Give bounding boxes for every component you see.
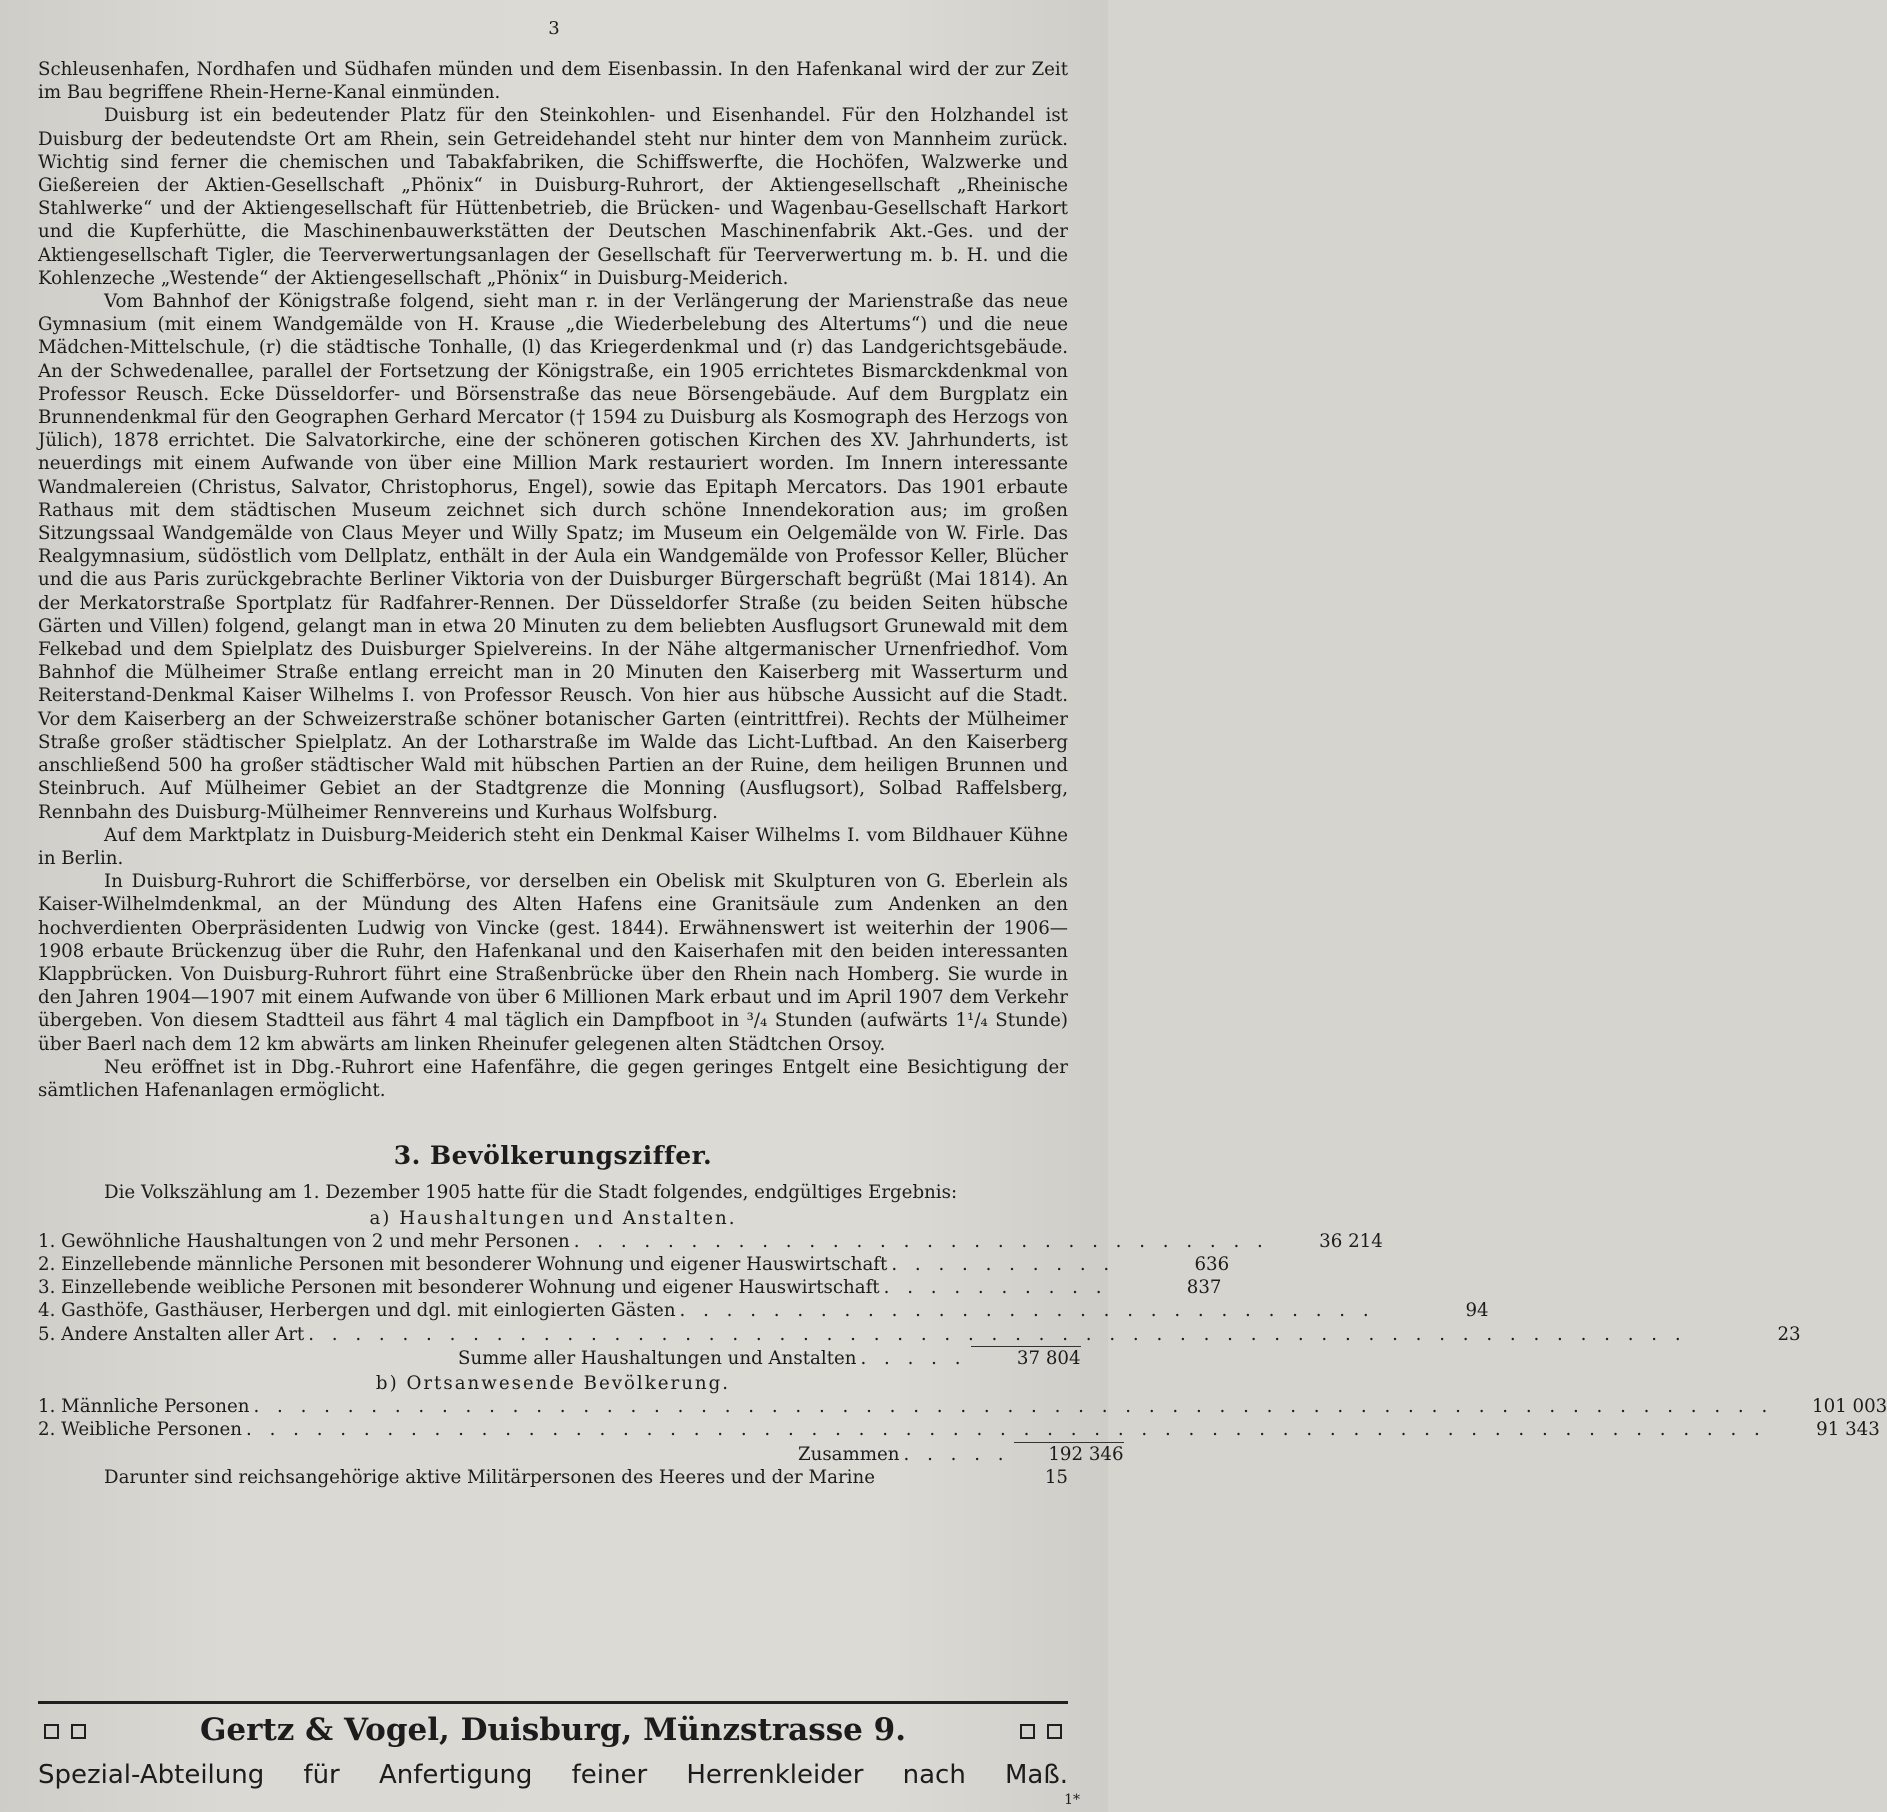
divider — [38, 1701, 1068, 1704]
row-label: 1. Gewöhnliche Haushaltungen von 2 und mehr Personen — [38, 1230, 570, 1252]
row-label: 2. Einzellebende männliche Personen mit besonderer Wohnung und eigener Hauswirtschaft — [38, 1253, 888, 1275]
tagline-word: für — [303, 1760, 340, 1790]
row-label: 3. Einzellebende weibliche Personen mit besonderer Wohnung und eigener Hauswirtschaft — [38, 1277, 880, 1299]
section-title: 3. Bevölkerungsziffer. — [393, 1141, 713, 1171]
leader-dots: . . . . . . . . . . — [883, 1277, 1108, 1299]
leader-dots: . . . . . . . . . . . . . . . . . . . . . . . . . . . . . . — [573, 1230, 1269, 1252]
tagline-word: Spezial-Abteilung — [38, 1760, 265, 1790]
tagline-word: feiner — [571, 1760, 648, 1790]
tagline-word: nach — [902, 1760, 966, 1790]
row-value: 23 — [1777, 1323, 1801, 1345]
table-row — [38, 1418, 1880, 1441]
table-sum-row — [38, 1346, 1081, 1370]
row-value: 101 003 — [1812, 1396, 1887, 1418]
row-label: 5. Andere Anstalten aller Art — [38, 1323, 305, 1345]
advertiser-name: Gertz & Vogel, Duisburg, Münzstrasse 9. — [199, 1712, 907, 1748]
page-content — [38, 58, 1887, 1489]
decorative-squares — [38, 1712, 92, 1748]
row-value: 636 — [1194, 1253, 1230, 1275]
leader-dots: . . . . . . . . . . . . . . . . . . . . . . . . . . . . . . — [679, 1300, 1375, 1322]
table-sum-row — [38, 1442, 1124, 1466]
leader-dots: . . . . . — [903, 1443, 1010, 1465]
paragraph: Duisburg ist ein bedeutender Platz für den Steinkohlen- und Eisenhandel. Für den Holzhandel ist Duisburg der bedeutendste Ort am Rhein, sein Getreidehandel steht nur hinter dem von Mannheim zurück. Wichtig sind ferner die chemischen und Tabakfabriken, die Schiffswerfte, die Hochöfen, Walzwerke und Gießereien der Aktien-Gesellschaft „Phönix“ in Duisburg-Ruhrort, der Aktiengesellschaft „Rheinische Stahlwerke“ und der Aktiengesellschaft für Hüttenbetrieb, die Brücken- und Wagenbau-Gesellschaft Harkort und die Kupferhütte, die Maschinenbauwerkstätten der Deutschen Maschinenfabrik Akt.-Ges. und der Aktiengesellschaft Tigler, die Teerverwertungsanlagen der Gesellschaft für Teerverwertung m. b. H. und die Kohlenzeche „Westende“ der Aktiengesellschaft „Phönix“ in Duisburg-Meiderich. — [38, 105, 1068, 289]
printer-signature: 1* — [1064, 1792, 1080, 1808]
tagline-word: Herrenkleider — [686, 1760, 864, 1790]
leader-dots: . . . . . . . . . . — [891, 1253, 1116, 1275]
table-a-heading: a) Haushaltungen und Anstalten. — [369, 1207, 737, 1229]
table-row — [38, 1230, 1383, 1253]
table-a — [38, 1230, 1801, 1370]
advertisement-headline — [38, 1712, 1068, 1748]
row-value: 94 — [1465, 1300, 1489, 1322]
table-row — [38, 1299, 1489, 1322]
paragraph: Auf dem Marktplatz in Duisburg-Meiderich steht ein Denkmal Kaiser Wilhelms I. vom Bildhauer Kühne in Berlin. — [38, 824, 1068, 869]
paragraph: In Duisburg-Ruhrort die Schifferbörse, vor derselben ein Obelisk mit Skulpturen von G. Eberlein als Kaiser-Wilhelmdenkmal, an der Mündung des Alten Hafens eine Granitsäule zum Andenken an den hochverdienten Oberpräsidenten Ludwig von Vincke (gest. 1844). Erwähnenswert ist weiterhin der 1906—1908 erbaute Brückenzug über die Ruhr, den Hafenkanal und den Kaiserhafen mit den beiden interessanten Klappbrücken. Von Duisburg-Ruhrort führt eine Straßenbrücke über den Rhein nach Homberg. Sie wurde in den Jahren 1904—1907 mit einem Aufwande von über 6 Millionen Mark erbaut und im April 1907 dem Verkehr übergeben. Von diesem Stadtteil aus fährt 4 mal täglich ein Dampfboot in ³/₄ Stunden (aufwärts 1¹/₄ Stunde) über Baerl nach dem 12 km abwärts am linken Rheinufer gelegenen alten Städtchen Orsoy. — [38, 871, 1068, 1055]
tagline-word: Maß. — [1004, 1760, 1068, 1790]
sum-value: 192 346 — [1014, 1442, 1124, 1466]
table-row — [38, 1253, 1230, 1276]
row-value: 91 343 — [1816, 1419, 1880, 1441]
row-value: 837 — [1186, 1277, 1222, 1299]
table-row — [38, 1276, 1222, 1299]
sum-label: Summe aller Haushaltungen und Anstalten — [458, 1347, 857, 1369]
leader-dots: . . . . . . . . . . . . . . . . . . . . . . . . . . . . . . . . . . . . . . . . . . . . . . . . . . . . . . . . . . . . . . . . . — [253, 1396, 1774, 1418]
sum-value: 37 804 — [971, 1346, 1081, 1370]
paragraph: Vom Bahnhof der Königstraße folgend, sieht man r. in der Verlängerung der Marienstraße das neue Gymnasium (mit einem Wandgemälde von H. Krause „die Wiederbelebung des Altertums“) und die neue Mädchen-Mittelschule, (r) die städtische Tonhalle, (l) das Kriegerdenkmal und (r) das Landgerichtsgebäude. An der Schwedenallee, parallel der Fortsetzung der Königstraße, ein 1905 errichtetes Bismarckdenkmal von Professor Reusch. Ecke Düsseldorfer- und Börsenstraße das neue Börsengebäude. Auf dem Burgplatz ein Brunnendenkmal für den Geographen Gerhard Mercator († 1594 zu Duisburg als Kosmograph des Herzogs von Jülich), 1878 errichtet. Die Salvatorkirche, eine der schöneren gotischen Kirchen des XV. Jahrhunderts, ist neuerdings mit einem Aufwande von über eine Million Mark restauriert worden. Im Innern interessante Wandmalereien (Christus, Salvator, Christophorus, Engel), sowie das Epitaph Mercators. Das 1901 erbaute Rathaus mit dem städtischen Museum zeichnet sich durch schöne Innendekoration aus; im großen Sitzungssaal Wandgemälde von Claus Meyer und Willy Spatz; im Museum ein Oelgemälde von W. Firle. Das Realgymnasium, südöstlich vom Dellplatz, enthält in der Aula ein Wandgemälde von Professor Keller, Blücher und die aus Paris zurückgebrachte Berliner Viktoria von der Duisburger Bürgerschaft begrüßt (Mai 1814). An der Merkatorstraße Sportplatz für Radfahrer-Rennen. Der Düsseldorfer Straße (zu beiden Seiten hübsche Gärten und Villen) folgend, gelangt man in etwa 20 Minuten zu dem beliebten Ausflugsort Grunewald mit dem Felkebad und dem Spielplatz des Duisburger Spielvereins. In der Nähe altgermanischer Urnenfriedhof. Vom Bahnhof die Mülheimer Straße entlang erreicht man in 20 Minuten den Kaiserberg mit Wasserturm und Reiterstand-Denkmal Kaiser Wilhelms I. von Professor Reusch. Von hier aus hübsche Aussicht auf die Stadt. Vor dem Kaiserberg an der Schweizerstraße schöner botanischer Garten (eintrittfrei). Rechts der Mülheimer Straße großer städtischer Spielplatz. An der Lotharstraße im Walde das Licht-Luftbad. An den Kaiserberg anschließend 500 ha großer städtischer Wald mit hübschen Partien an der Ruine, dem heiligen Brunnen und Steinbruch. Auf Mülheimer Gebiet an der Stadtgrenze die Monning (Ausflugsort), Solbad Raffelsberg, Rennbahn des Duisburg-Mülheimer Rennvereins und Kurhaus Wolfsburg. — [38, 291, 1068, 823]
advertisement-tagline — [38, 1760, 1068, 1790]
section-intro: Die Volkszählung am 1. Dezember 1905 hatte für die Stadt folgendes, endgültiges Ergebnis: — [104, 1182, 958, 1204]
leader-dots: . . . . . — [860, 1347, 967, 1369]
table-row — [38, 1323, 1801, 1346]
sum-label: Zusammen — [798, 1443, 900, 1465]
page-number: 3 — [548, 18, 560, 39]
table-b — [38, 1395, 1887, 1489]
note-label: Darunter sind reichsangehörige aktive Militärpersonen des Heeres und der Marine — [104, 1466, 875, 1488]
table-note-row — [38, 1466, 1068, 1489]
paragraph: Schleusenhafen, Nordhafen und Südhafen münden und dem Eisenbassin. In den Hafenkanal wird der zur Zeit im Bau begriffene Rhein-Herne-Kanal einmünden. — [38, 59, 1068, 104]
row-value: 36 214 — [1319, 1230, 1383, 1252]
tagline-word: Anfertigung — [378, 1760, 533, 1790]
row-label: 1. Männliche Personen — [38, 1396, 250, 1418]
row-label: 4. Gasthöfe, Gasthäuser, Herbergen und dgl. mit einlogierten Gästen — [38, 1300, 676, 1322]
leader-dots: . . . . . . . . . . . . . . . . . . . . . . . . . . . . . . . . . . . . . . . . . . . . . . . . . . . . . . . . . . . . . . . . . — [246, 1419, 1766, 1441]
paragraph: Neu eröffnet ist in Dbg.-Ruhrort eine Hafenfähre, die gegen geringes Entgelt eine Besichtigung der sämtlichen Hafenanlagen ermöglicht. — [38, 1056, 1068, 1101]
leader-dots: . . . . . . . . . . . . . . . . . . . . . . . . . . . . . . . . . . . . . . . . . . . . . . . . . . . . . . . . . . . — [308, 1323, 1687, 1345]
table-row — [38, 1395, 1887, 1418]
note-value: 15 — [1044, 1466, 1068, 1488]
row-label: 2. Weibliche Personen — [38, 1419, 242, 1441]
table-b-heading: b) Ortsanwesende Bevölkerung. — [375, 1372, 731, 1394]
decorative-squares — [1014, 1712, 1068, 1748]
